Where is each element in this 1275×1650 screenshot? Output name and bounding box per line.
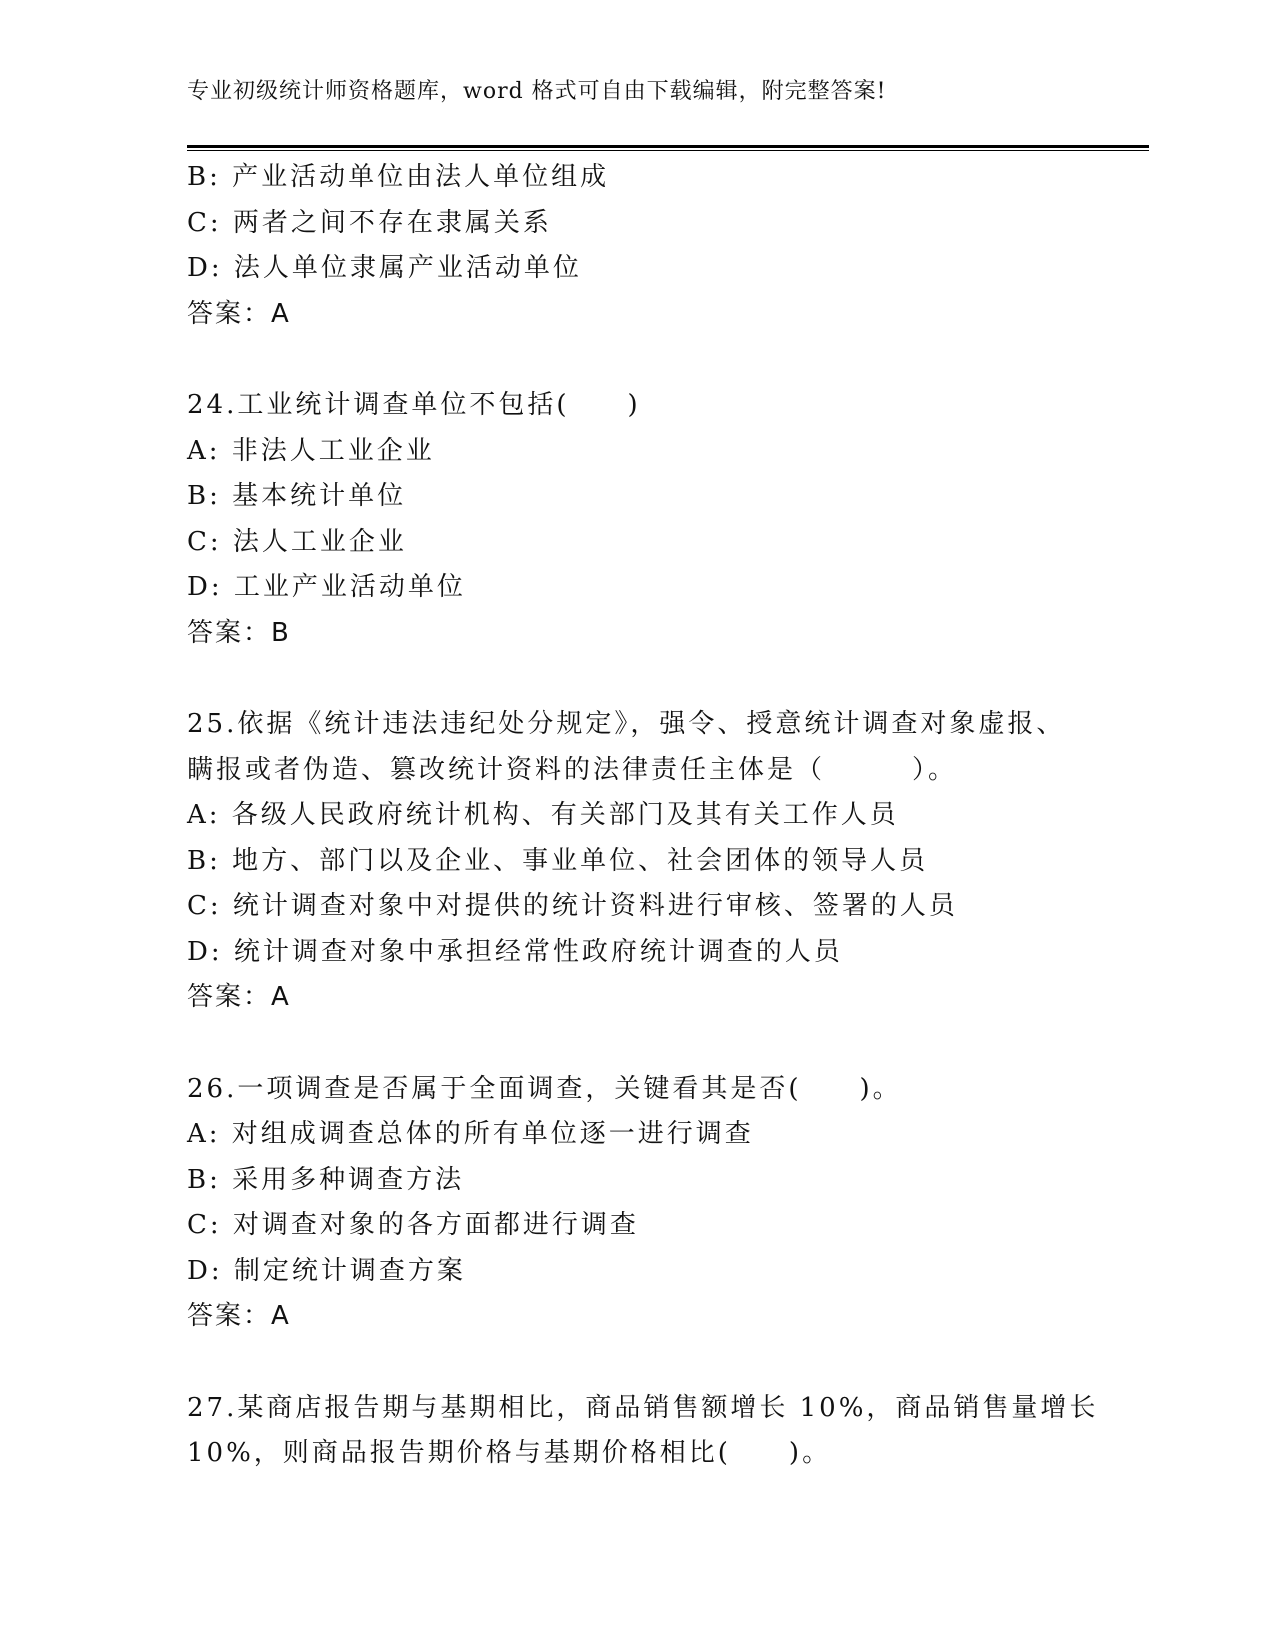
spacer — [187, 656, 1087, 702]
page-header-text: 专业初级统计师资格题库，word 格式可自由下载编辑，附完整答案! — [187, 79, 887, 104]
option-b: B: 地方、部门以及企业、事业单位、社会团体的领导人员 — [187, 845, 929, 876]
question-list — [187, 155, 1099, 1477]
header-rule-thick — [187, 145, 1149, 148]
option-d: D: 制定统计调查方案 — [187, 1255, 466, 1286]
question-stem-line-1: 25.依据《统计违法违纪处分规定》，强令、授意统计调查对象虚报、 — [187, 709, 1066, 739]
header-double-rule — [187, 145, 1149, 151]
option-a: A: 各级人民政府统计机构、有关部门及其有关工作人员 — [187, 800, 899, 830]
question-stem-line-2: 10%，则商品报告期价格与基期价格相比( )。 — [187, 1438, 832, 1468]
option-b: B: 采用多种调查方法 — [187, 1164, 465, 1195]
option-a: A: 对组成调查总体的所有单位逐一进行调查 — [187, 1119, 754, 1149]
question-stem: 26.一项调查是否属于全面调查，关键看其是否( )。 — [187, 1073, 902, 1104]
spacer — [187, 1340, 1087, 1386]
option-c: C: 法人工业企业 — [187, 526, 407, 557]
option-d: D: 法人单位隶属产业活动单位 — [187, 253, 582, 283]
option-b: B: 基本统计单位 — [187, 481, 407, 511]
option-c: C: 对调查对象的各方面都进行调查 — [187, 1210, 639, 1240]
answer-line: 答案：B — [187, 617, 291, 648]
question-23-tail — [187, 155, 1087, 337]
option-c: C: 统计调查对象中对提供的统计资料进行审核、签署的人员 — [187, 891, 958, 921]
option-b: B: 产业活动单位由法人单位组成 — [187, 162, 610, 192]
option-c: C: 两者之间不存在隶属关系 — [187, 207, 552, 238]
question-26 — [187, 1067, 1087, 1340]
question-27 — [187, 1386, 1099, 1477]
spacer — [187, 337, 1087, 383]
answer-line: 答案：A — [187, 1301, 291, 1331]
header-rule-thin — [187, 150, 1149, 151]
answer-line: 答案：A — [187, 982, 291, 1012]
option-d: D: 统计调查对象中承担经常性政府统计调查的人员 — [187, 936, 843, 967]
spacer — [187, 1021, 1087, 1067]
option-d: D: 工业产业活动单位 — [187, 572, 466, 602]
question-stem-line-1: 27.某商店报告期与基期相比，商品销售额增长 10%，商品销售量增长 — [187, 1392, 1099, 1423]
question-25 — [187, 702, 1087, 1021]
question-stem: 24.工业统计调查单位不包括( ) — [187, 390, 641, 420]
answer-line: 答案：A — [187, 298, 291, 329]
question-stem-line-2: 瞒报或者伪造、篡改统计资料的法律责任主体是（ ）。 — [187, 754, 958, 785]
question-24 — [187, 383, 1087, 656]
option-a: A: 非法人工业企业 — [187, 435, 435, 466]
